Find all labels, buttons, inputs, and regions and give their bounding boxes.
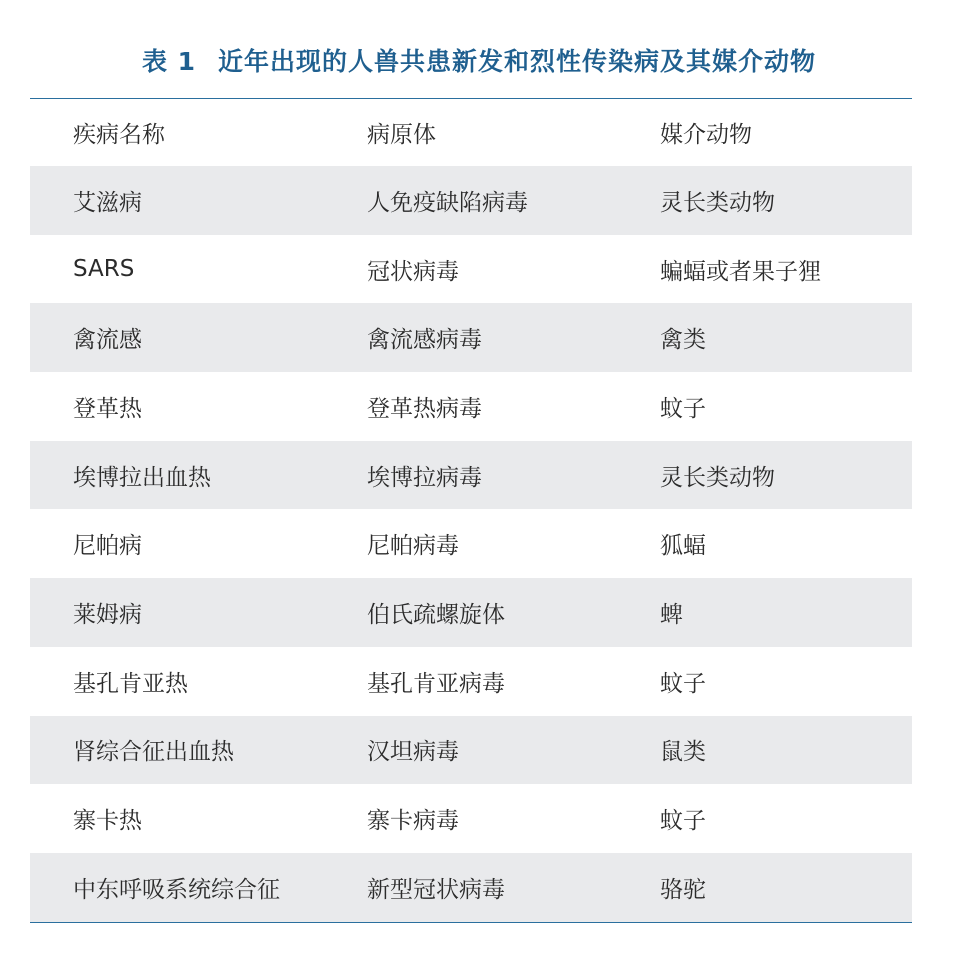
cell-vector: 灵长类动物 xyxy=(660,189,775,216)
cell-pathogen: 埃博拉病毒 xyxy=(367,464,482,491)
cell-vector: 骆驼 xyxy=(660,876,706,903)
cell-disease: 埃博拉出血热 xyxy=(73,464,211,491)
cell-pathogen: 禽流感病毒 xyxy=(367,327,482,354)
cell-vector: 蚊子 xyxy=(660,395,706,422)
cell-pathogen: 伯氏疏螺旋体 xyxy=(367,601,505,628)
table-number: 表 1 xyxy=(141,47,197,76)
table-row xyxy=(30,853,912,922)
table-title xyxy=(0,42,958,78)
bottom-rule xyxy=(30,922,912,923)
table-row xyxy=(30,441,912,510)
cell-vector: 蜱 xyxy=(660,601,683,628)
cell-disease: 基孔肯亚热 xyxy=(73,670,188,697)
cell-disease: 尼帕病 xyxy=(73,533,142,560)
table-row xyxy=(30,303,912,372)
cell-disease: 肾综合征出血热 xyxy=(73,739,234,766)
table-row xyxy=(30,235,912,304)
cell-pathogen: 登革热病毒 xyxy=(367,395,482,422)
cell-disease: SARS xyxy=(73,256,135,283)
table-header-row xyxy=(30,99,912,166)
table-row xyxy=(30,716,912,785)
table-row xyxy=(30,509,912,578)
cell-pathogen: 汉坦病毒 xyxy=(367,739,459,766)
cell-pathogen: 新型冠状病毒 xyxy=(367,876,505,903)
cell-pathogen: 冠状病毒 xyxy=(367,258,459,285)
cell-pathogen: 基孔肯亚病毒 xyxy=(367,670,505,697)
header-pathogen: 病原体 xyxy=(367,122,436,148)
cell-disease: 中东呼吸系统综合征 xyxy=(73,876,280,903)
table-row xyxy=(30,372,912,441)
cell-vector: 蚊子 xyxy=(660,670,706,697)
table-row xyxy=(30,578,912,647)
cell-vector: 狐蝠 xyxy=(660,533,706,560)
cell-vector: 禽类 xyxy=(660,327,706,354)
header-disease: 疾病名称 xyxy=(73,122,165,148)
table-row xyxy=(30,166,912,235)
cell-disease: 寨卡热 xyxy=(73,808,142,835)
cell-disease: 禽流感 xyxy=(73,327,142,354)
table-row xyxy=(30,784,912,853)
cell-disease: 艾滋病 xyxy=(73,189,142,216)
cell-pathogen: 尼帕病毒 xyxy=(367,533,459,560)
cell-vector: 蚊子 xyxy=(660,808,706,835)
cell-disease: 登革热 xyxy=(73,395,142,422)
cell-pathogen: 人免疫缺陷病毒 xyxy=(367,189,528,216)
cell-vector: 灵长类动物 xyxy=(660,464,775,491)
cell-pathogen: 寨卡病毒 xyxy=(367,808,459,835)
disease-table xyxy=(30,99,912,922)
cell-disease: 莱姆病 xyxy=(73,601,142,628)
cell-vector: 鼠类 xyxy=(660,739,706,766)
table-row xyxy=(30,647,912,716)
header-vector: 媒介动物 xyxy=(660,122,752,148)
cell-vector: 蝙蝠或者果子狸 xyxy=(660,258,821,285)
table-caption: 近年出现的人兽共患新发和烈性传染病及其媒介动物 xyxy=(218,47,817,76)
